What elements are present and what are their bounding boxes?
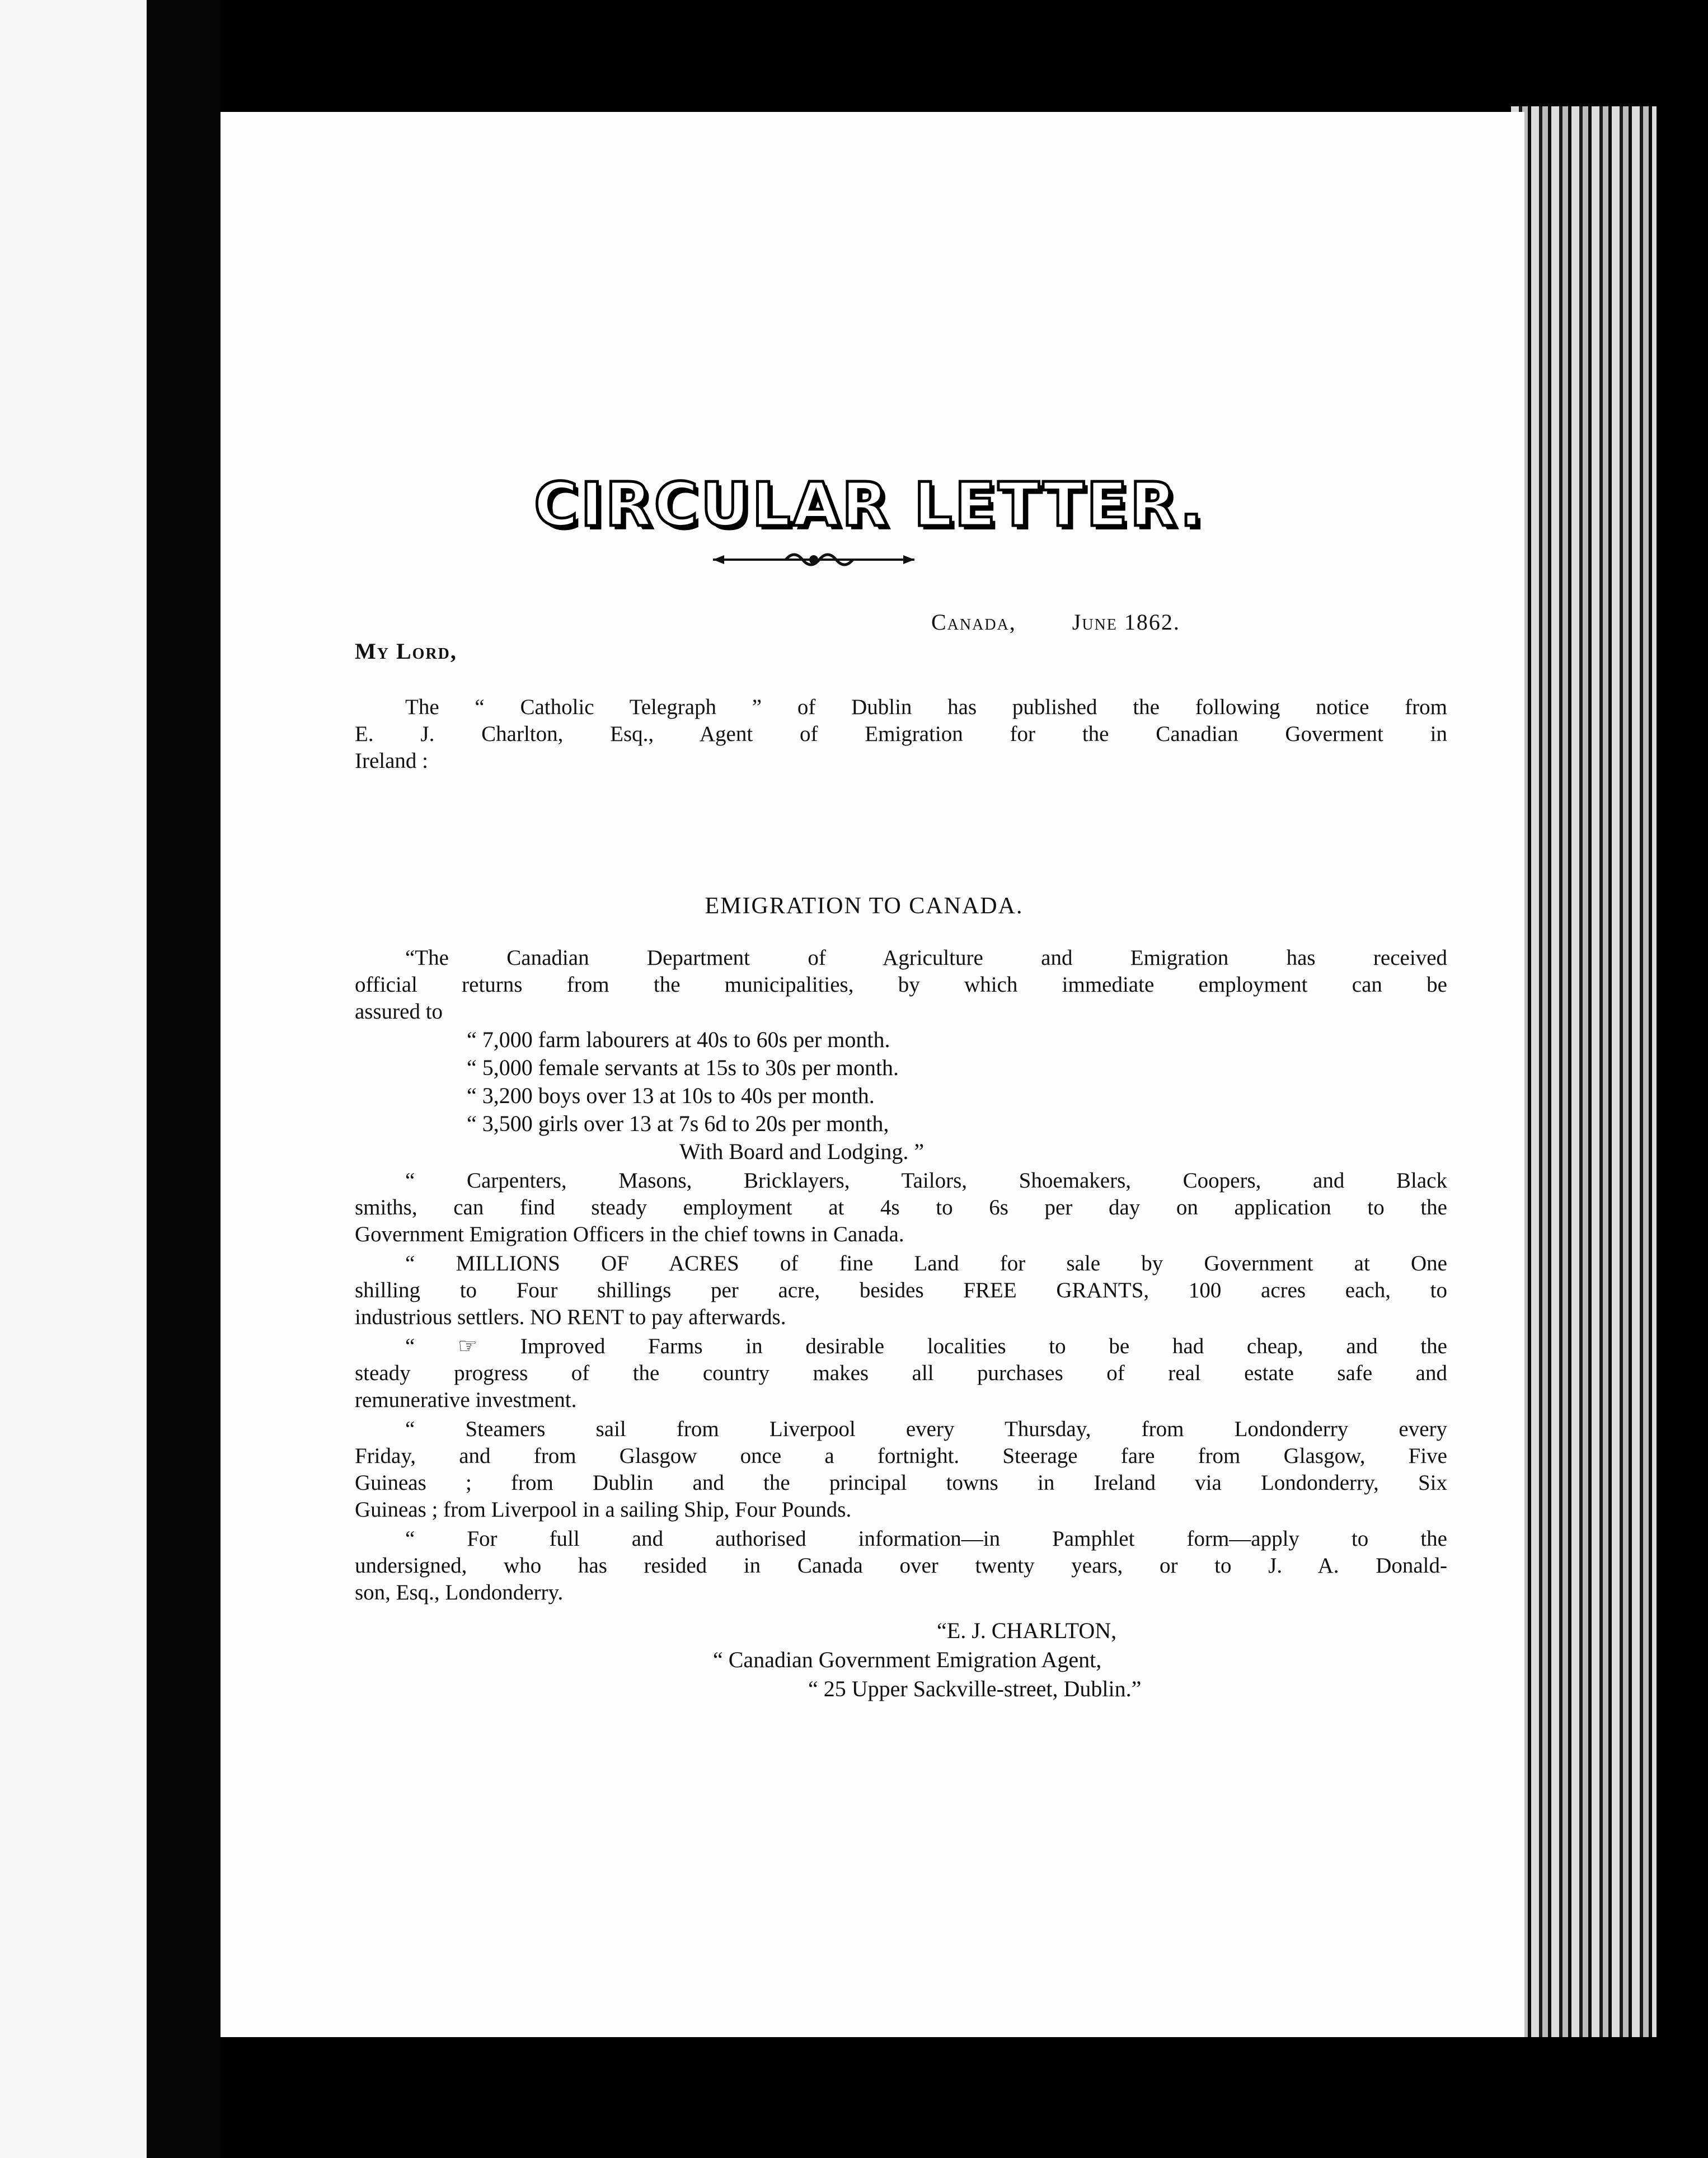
para3-line-1: “ MILLIONS OF ACRES of fine Land for sale by Government at One	[405, 1251, 1447, 1275]
signature-title: “ Canadian Government Emigration Agent,	[713, 1647, 1102, 1672]
para1-line-1: “The Canadian Department of Agriculture and Emigration has received	[405, 946, 1447, 970]
employment-item-3: “ 3,200 boys over 13 at 10s to 40s per month.	[467, 1083, 875, 1108]
para3-line-3: industrious settlers. NO RENT to pay afterwards.	[355, 1305, 786, 1329]
para5-line-2: Friday, and from Glasgow once a fortnight. Steerage fare from Glasgow, Five	[355, 1444, 1447, 1468]
para2-line-3: Government Emigration Officers in the chief towns in Canada.	[355, 1222, 904, 1246]
intro-line-1: The “ Catholic Telegraph ” of Dublin has published the following notice from	[405, 695, 1447, 719]
section-heading: EMIGRATION TO CANADA.	[705, 893, 1024, 919]
board-line: With Board and Lodging. ”	[679, 1139, 925, 1164]
dateline	[931, 609, 1180, 636]
para6-line-3: son, Esq., Londonderry.	[355, 1580, 564, 1605]
page-title: CIRCULAR LETTER.	[534, 470, 1205, 540]
para1-line-3: assured to	[355, 1000, 443, 1024]
intro-line-3: Ireland :	[355, 749, 429, 773]
book-gutter	[147, 0, 220, 2158]
adjacent-page-edge	[0, 0, 147, 2158]
para6-line-2: undersigned, who has resided in Canada over twenty years, or to J. A. Donald-	[355, 1554, 1447, 1578]
para5-line-1: “ Steamers sail from Liverpool every Thursday, from Londonderry every	[405, 1417, 1447, 1441]
para4-line-3: remunerative investment.	[355, 1388, 577, 1412]
para6-line-1: “ For full and authorised information—in Pamphlet form—apply to the	[405, 1527, 1447, 1551]
ornament-divider	[702, 548, 926, 571]
para4-line-2: steady progress of the country makes all purchases of real estate safe and	[355, 1361, 1447, 1385]
para4-line-1: “ ☞ Improved Farms in desirable localities to be had cheap, and the	[405, 1334, 1447, 1358]
para3-line-2: shilling to Four shillings per acre, besides FREE GRANTS, 100 acres each, to	[355, 1278, 1447, 1302]
document-page	[220, 112, 1524, 2037]
para2-line-1: “ Carpenters, Masons, Bricklayers, Tailors, Shoemakers, Coopers, and Black	[405, 1169, 1447, 1193]
employment-item-1: “ 7,000 farm labourers at 40s to 60s per month.	[467, 1027, 890, 1052]
para5-line-4: Guineas ; from Liverpool in a sailing Ship, Four Pounds.	[355, 1498, 852, 1522]
employment-item-4: “ 3,500 girls over 13 at 7s 6d to 20s per month,	[467, 1111, 889, 1136]
dateline-place: Canada,	[931, 609, 1016, 635]
intro-line-2: E. J. Charlton, Esq., Agent of Emigration for the Canadian Goverment in	[355, 722, 1447, 746]
para5-line-3: Guineas ; from Dublin and the principal towns in Ireland via Londonderry, Six	[355, 1471, 1447, 1495]
dateline-date: June 1862.	[1072, 609, 1180, 635]
para1-line-2: official returns from the municipalities, by which immediate employment can be	[355, 973, 1447, 997]
page-stack-edges	[1511, 106, 1657, 2037]
employment-item-2: “ 5,000 female servants at 15s to 30s per month.	[467, 1055, 899, 1080]
para2-line-2: smiths, can find steady employment at 4s to 6s per day on application to the	[355, 1195, 1447, 1219]
signature-address: “ 25 Upper Sackville-street, Dublin.”	[808, 1676, 1142, 1701]
signature-name: “E. J. CHARLTON,	[937, 1618, 1117, 1643]
salutation: My Lord,	[355, 639, 457, 664]
